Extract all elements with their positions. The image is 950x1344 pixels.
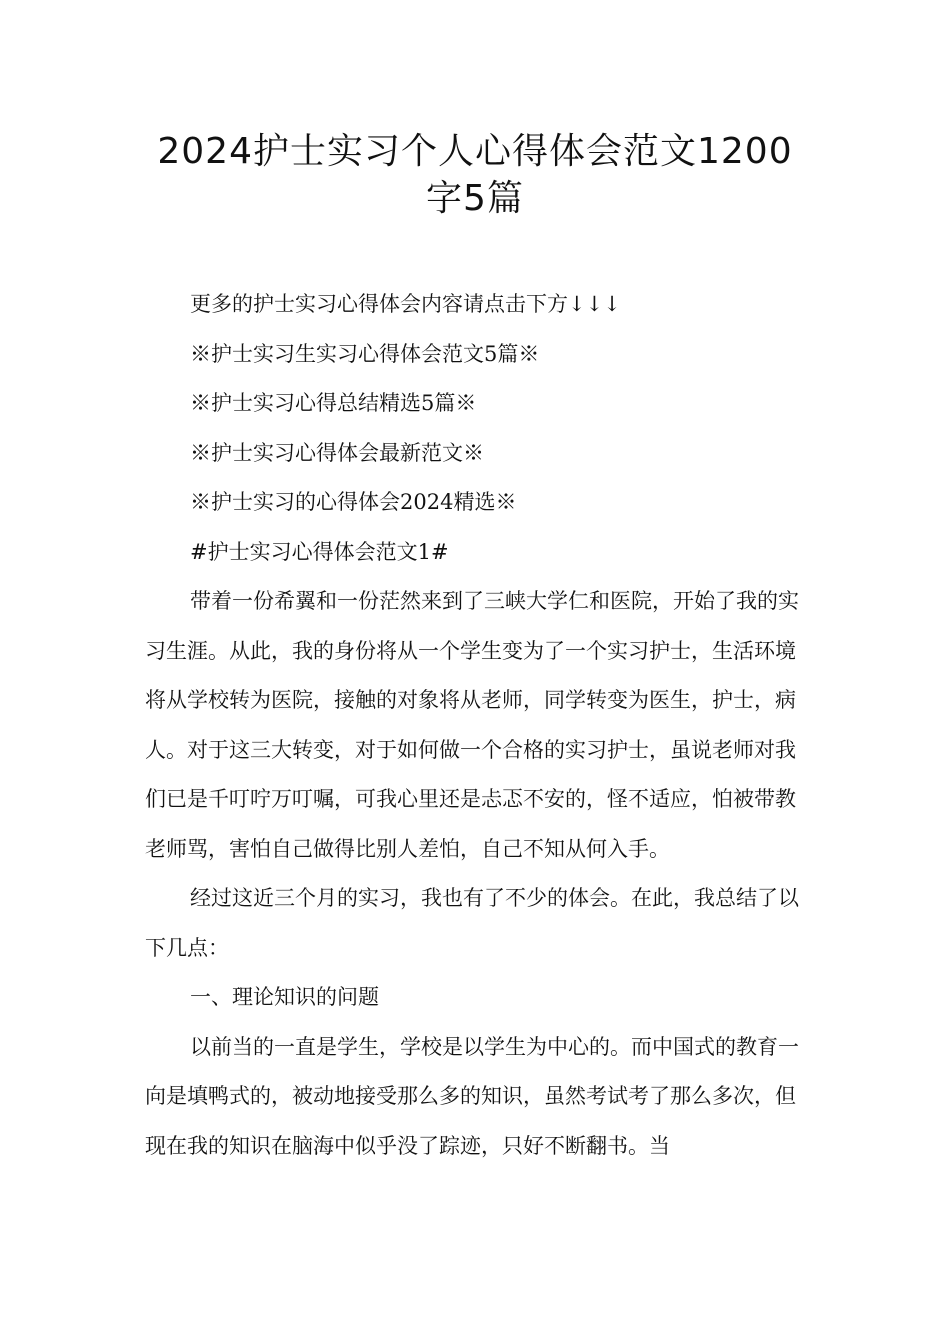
title-line-1: 2024护士实习个人心得体会范文1200: [157, 131, 793, 172]
related-link-4[interactable]: ※护士实习的心得体会2024精选※: [190, 490, 517, 514]
section-heading-1: #护士实习心得体会范文1#: [190, 539, 449, 564]
body-paragraph-3: 以前当的一直是学生，学校是以学生为中心的。而中国式的教育一向是填鸭式的，被动地接受那么多的知识，虽然考试考了那么多次，但现在我的知识在脑海中似乎没了踪迹，只好不断翻书。当: [145, 1034, 799, 1158]
document-title: [150, 128, 800, 222]
related-link-1[interactable]: ※护士实习生实习心得体会范文5篇※: [190, 341, 540, 366]
intro-paragraph: 更多的护士实习心得体会内容请点击下方↓↓↓: [190, 292, 621, 316]
subheading-theory: 一、理论知识的问题: [190, 985, 379, 1009]
body-paragraph-2: 经过这近三个月的实习，我也有了不少的体会。在此，我总结了以下几点：: [145, 886, 799, 960]
related-link-3[interactable]: ※护士实习心得体会最新范文※: [190, 440, 484, 465]
document-body: [145, 280, 810, 1171]
body-paragraph-1: 带着一份希翼和一份茫然来到了三峡大学仁和医院，开始了我的实习生涯。从此，我的身份将从一个学生变为了一个实习护士，生活环境将从学校转为医院，接触的对象将从老师，同学转变为医生，护士，病人。对于这三大转变，对于如何做一个合格的实习护士，虽说老师对我们已是千叮咛万叮嘱，可我心里还是忐忑不安的，怪不适应，怕被带教老师骂，害怕自己做得比别人差怕，自己不知从何入手。: [145, 589, 799, 861]
related-link-2[interactable]: ※护士实习心得总结精选5篇※: [190, 391, 477, 415]
title-line-2: 字5篇: [426, 178, 524, 219]
